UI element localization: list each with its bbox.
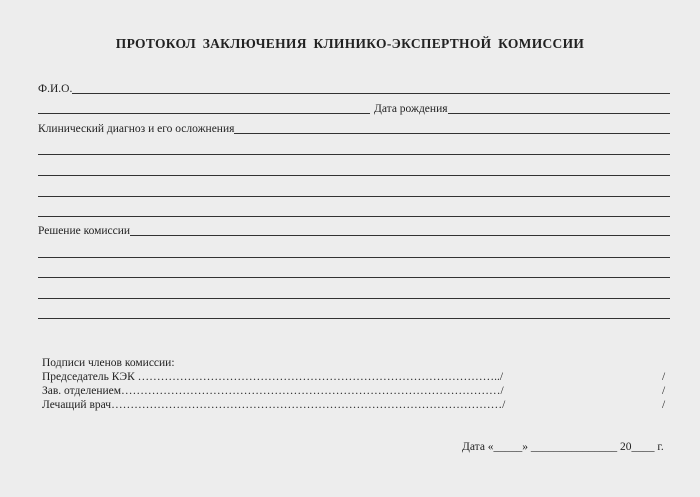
decision-label: Решение комиссии (38, 225, 131, 237)
birth-date-line[interactable] (448, 113, 670, 114)
birth-date-row (38, 100, 670, 116)
decision-line-3[interactable] (38, 277, 670, 278)
diagnosis-line-4[interactable] (38, 196, 670, 197)
decision-line-4[interactable] (38, 298, 670, 299)
diagnosis-line-2[interactable] (38, 154, 670, 155)
head-slash: / (662, 385, 666, 397)
diagnosis-line-5[interactable] (38, 216, 670, 217)
diagnosis-row (38, 120, 670, 136)
decision-line-2[interactable] (38, 257, 670, 258)
attending-doctor-signature-line[interactable]: Лечащий врач…………………………………………………………………………………………/ (42, 399, 506, 411)
fio-row (38, 80, 670, 96)
birth-date-label: Дата рождения (374, 103, 448, 115)
chairman-signature-line[interactable]: Председатель КЭК …………………………………………………………………………………../ (42, 371, 504, 383)
decision-row (38, 222, 670, 238)
diagnosis-line[interactable] (234, 133, 670, 134)
decision-line-5[interactable] (38, 318, 670, 319)
fio-label: Ф.И.О. (38, 83, 73, 95)
head-of-department-signature-line[interactable]: Зав. отделением………………………………………………………………………………………/ (42, 385, 504, 397)
fio-continuation-line[interactable] (38, 113, 370, 114)
form-title: ПРОТОКОЛ ЗАКЛЮЧЕНИЯ КЛИНИКО-ЭКСПЕРТНОЙ КОМИССИИ (115, 36, 585, 51)
diagnosis-line-3[interactable] (38, 175, 670, 176)
decision-line[interactable] (130, 235, 670, 236)
doctor-slash: / (662, 399, 666, 411)
diagnosis-label: Клинический диагноз и его осложнения (38, 123, 235, 135)
date-line[interactable]: Дата «_____» _______________ 20____ г. (462, 441, 664, 453)
fio-line[interactable] (72, 93, 670, 94)
signatures-heading: Подписи членов комиссии: (42, 357, 175, 369)
chairman-slash: / (662, 371, 666, 383)
